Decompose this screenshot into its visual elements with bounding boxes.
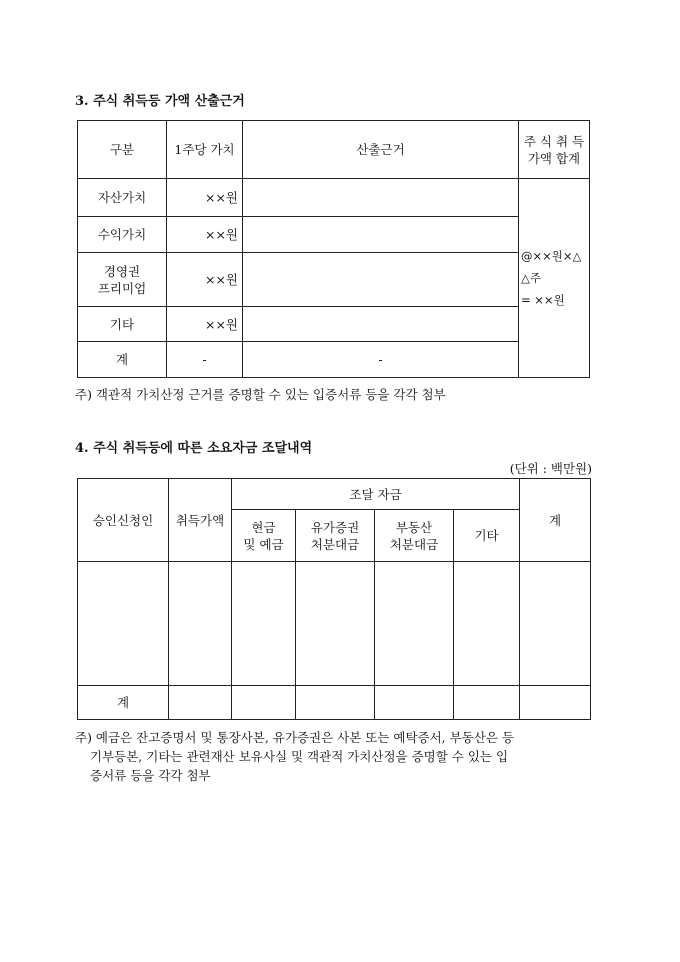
header-acquisition-price: 취득가액 — [169, 479, 232, 562]
header-securities-line1: 유가증권 — [310, 519, 360, 535]
cell-total — [520, 562, 591, 686]
header-realestate — [375, 510, 454, 562]
section4-title: 4. 주식 취득등에 따른 소요자금 조달내역 — [75, 441, 313, 456]
table-row-total — [78, 686, 591, 720]
row-label: 계 — [78, 342, 167, 378]
cell-total-other — [454, 686, 520, 720]
cell-total-acquisition — [169, 686, 232, 720]
section4-note-line1: 주) 예금은 잔고증명서 및 통장사본, 유가증권은 사본 또는 예탁증서, 부동산은 등 — [75, 730, 514, 745]
cell-total-sum — [520, 686, 591, 720]
header-funding: 조달 자금 — [232, 479, 520, 510]
table-row — [78, 253, 590, 307]
cell-cash — [232, 562, 296, 686]
section4-note-line2: 기부등본, 기타는 관련재산 보유사실 및 객관적 가치산정을 증명할 수 있는 입 — [90, 749, 509, 764]
row-value: - — [167, 342, 243, 378]
cell-total-securities — [296, 686, 375, 720]
row-value: ××원 — [167, 253, 243, 307]
row-basis — [243, 307, 519, 342]
header-cash-line1: 현금 — [251, 519, 276, 535]
header-other: 기타 — [454, 510, 520, 562]
section4-note-line3: 증서류 등을 각각 첨부 — [90, 768, 211, 783]
section4-note — [75, 728, 514, 785]
row-basis — [243, 217, 519, 253]
total-formula-line1: @××원×△ — [521, 249, 582, 263]
table-row — [78, 562, 591, 686]
table-row — [78, 307, 590, 342]
header-realestate-line1: 부동산 — [395, 519, 433, 535]
row-label: 기타 — [78, 307, 167, 342]
header-securities-line2: 처분대금 — [310, 536, 360, 552]
cell-realestate — [375, 562, 454, 686]
row-value: ××원 — [167, 179, 243, 217]
header-applicant: 승인신청인 — [78, 479, 169, 562]
cell-acquisition-price — [169, 562, 232, 686]
valuation-table — [77, 120, 590, 378]
total-formula-cell — [519, 179, 590, 378]
header-cash — [232, 510, 296, 562]
header-total — [519, 121, 590, 179]
row-basis — [243, 253, 519, 307]
header-per-share: 1주당 가치 — [167, 121, 243, 179]
header-cash-line2: 및 예금 — [243, 536, 284, 552]
unit-label: (단위 : 백만원) — [509, 461, 592, 476]
cell-total-realestate — [375, 686, 454, 720]
row-basis: - — [243, 342, 519, 378]
row-basis — [243, 179, 519, 217]
total-formula-line3: = ××원 — [521, 293, 565, 307]
table-row — [78, 217, 590, 253]
cell-total-cash — [232, 686, 296, 720]
row-label: 수익가치 — [78, 217, 167, 253]
row-label-line1: 경영권 — [103, 263, 141, 279]
table-row-total — [78, 342, 590, 378]
total-formula-line2: △주 — [521, 271, 541, 285]
row-value: ××원 — [167, 217, 243, 253]
cell-other — [454, 562, 520, 686]
header-securities — [296, 510, 375, 562]
row-label-line2: 프리미엄 — [97, 280, 147, 296]
total-row-label: 계 — [78, 686, 169, 720]
row-label — [78, 253, 167, 307]
cell-applicant — [78, 562, 169, 686]
row-label: 자산가치 — [78, 179, 167, 217]
row-value: ××원 — [167, 307, 243, 342]
cell-securities — [296, 562, 375, 686]
funding-table — [77, 478, 591, 720]
header-realestate-line2: 처분대금 — [389, 536, 439, 552]
section3-title: 3. 주식 취득등 가액 산출근거 — [75, 94, 245, 109]
header-basis: 산출근거 — [243, 121, 519, 179]
header-total: 계 — [520, 479, 591, 562]
table-row — [78, 179, 590, 217]
section3-note: 주) 객관적 가치산정 근거를 증명할 수 있는 입증서류 등을 각각 첨부 — [75, 387, 446, 402]
header-total-line2: 가액 합계 — [527, 150, 581, 166]
header-category: 구분 — [78, 121, 167, 179]
header-total-line1: 주 식 취 득 — [523, 133, 585, 149]
